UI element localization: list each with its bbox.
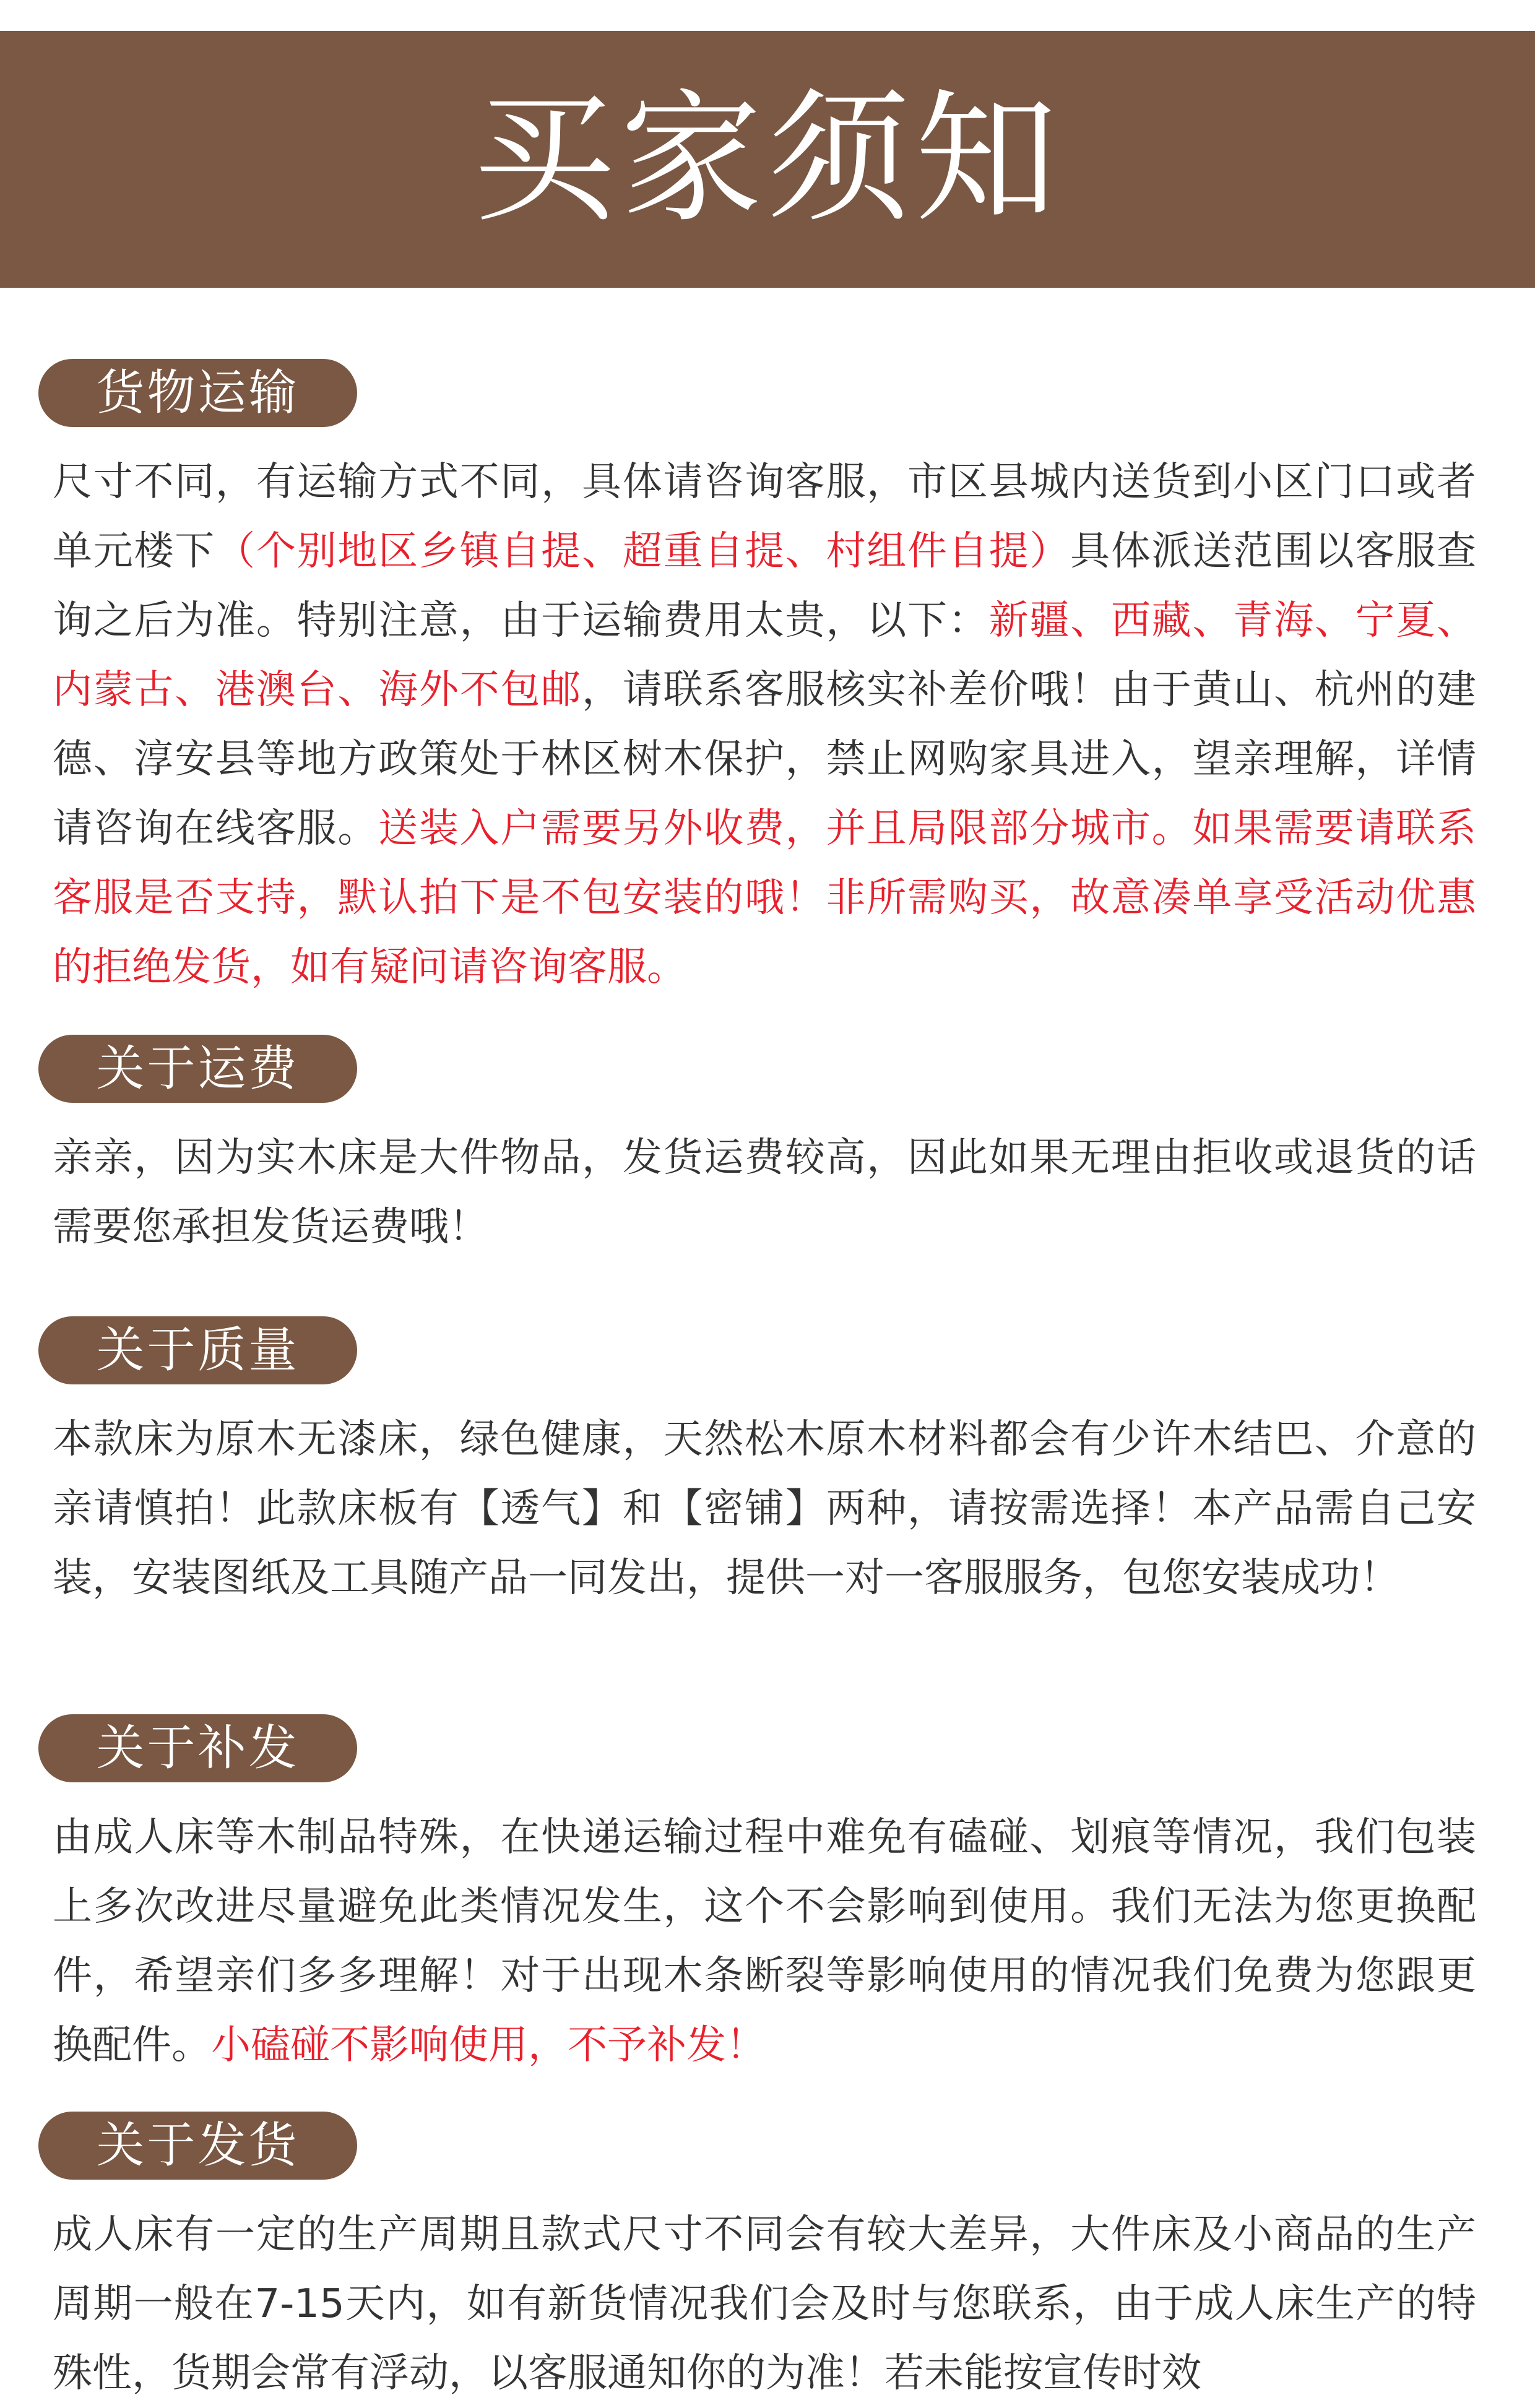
text-segment: 成人床有一定的生产周期且款式尺寸不同会有较大差异，大件床及小商品的生产周期一般在7-15天内，如有新货情况我们会及时与您联系，由于成人床生产的特殊性，货期会常有浮动，以客服通知你的为准！若未能按宣传时效 [53,2212,1476,2396]
section-paragraph [53,1405,1476,1613]
section-title-pill: 关于运费 [38,1035,357,1103]
header-banner [0,31,1535,288]
highlight-segment: 小磕碰不影响使用，不予补发！ [211,2022,766,2068]
section-paragraph [53,2200,1476,2408]
section-title-pill: 货物运输 [38,359,357,427]
section-title-pill: 关于补发 [38,1714,357,1782]
section-title-pill: 关于质量 [38,1316,357,1384]
text-segment: 具体派送范围以客服查询之后为准。特别注意，由于运输费用太贵，以下： [53,529,1477,644]
highlight-segment: 送装入户需要另外收费，并且局限部分城市。如果需要请联系客服是否支持，默认拍下是不包安装的哦！非所需购买，故意凑单享受活动优惠的拒绝发货，如有疑问请咨询客服。 [53,806,1477,990]
section-paragraph [53,1123,1476,1262]
highlight-segment: 新疆、西藏、青海、宁夏、内蒙古、港澳台、海外不包邮 [53,598,1477,713]
text-segment: ，请联系客服核实补差价哦！由于黄山、杭州的建德、淳安县等地方政策处于林区树木保护，禁止网购家具进入，望亲理解，详情请咨询在线客服。 [53,667,1477,852]
page-title: 买家须知 [472,76,1062,242]
text-segment: 亲亲，因为实木床是大件物品，发货运费较高，因此如果无理由拒收或退货的话需要您承担发货运费哦！ [53,1135,1476,1250]
section-paragraph [53,1803,1476,2080]
section-paragraph [53,447,1476,1002]
text-segment: 本款床为原木无漆床，绿色健康，天然松木原木材料都会有少许木结巴、介意的亲请慎拍！此款床板有【透气】和【密铺】两种，请按需选择！本产品需自己安装，安装图纸及工具随产品一同发出，提供一对一客服服务，包您安装成功！ [53,1417,1476,1601]
text-segment: 由成人床等木制品特殊，在快递运输过程中难免有磕碰、划痕等情况，我们包装上多次改进尽量避免此类情况发生，这个不会影响到使用。我们无法为您更换配件，希望亲们多多理解！对于出现木条断裂等影响使用的情况我们免费为您跟更换配件。 [53,1815,1476,2068]
highlight-segment: （个别地区乡镇自提、超重自提、村组件自提） [215,529,1071,574]
text-segment: 尺寸不同，有运输方式不同，具体请咨询客服，市区县城内送货到小区门口或者单元楼下 [53,459,1476,574]
section-title-pill: 关于发货 [38,2112,357,2180]
